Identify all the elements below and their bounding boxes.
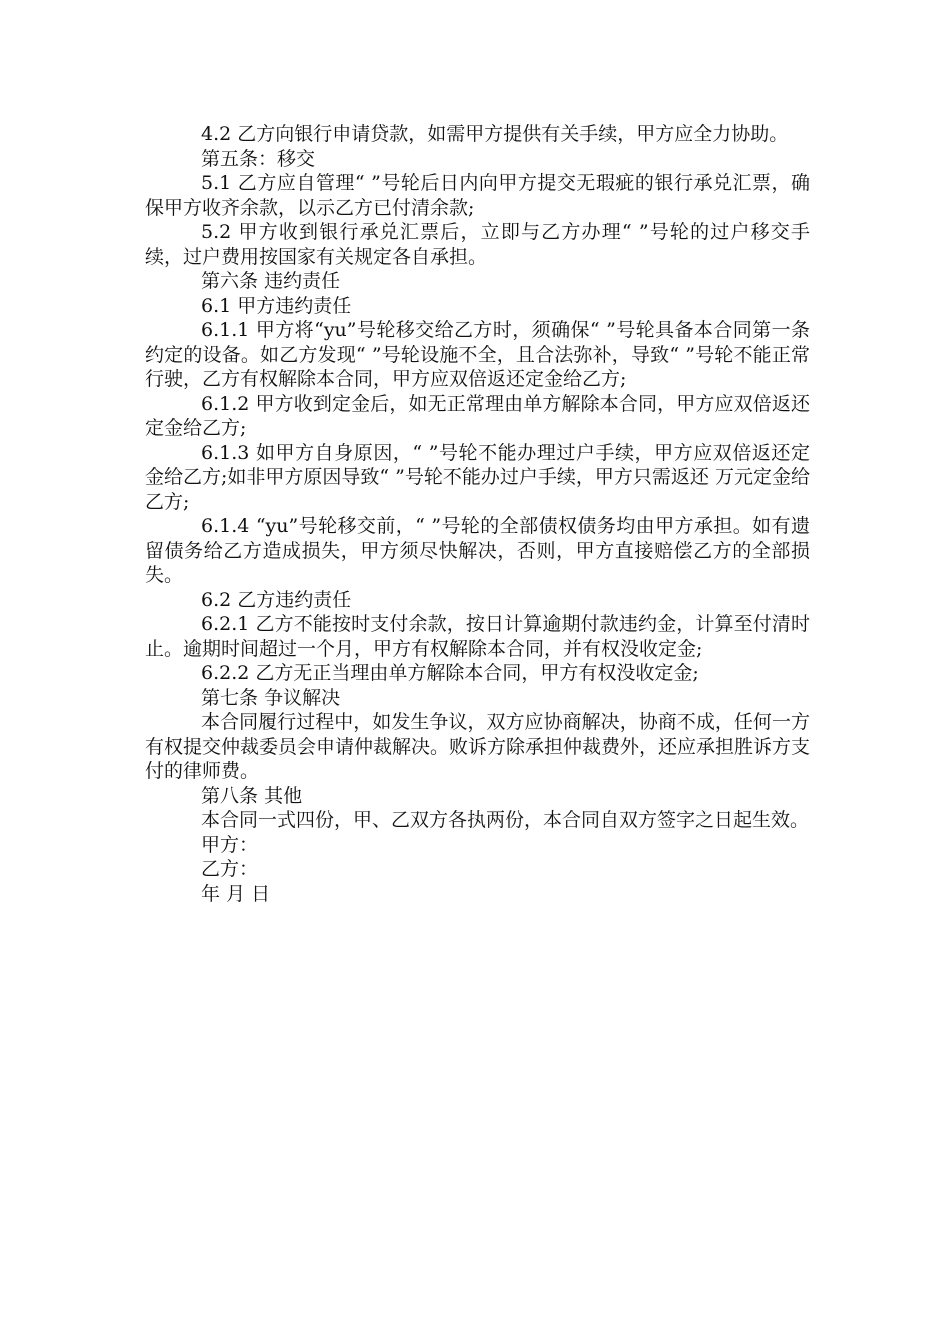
heading-article-5: 第五条：移交 [201,147,316,170]
clause-6-2-2: 6.2.2 乙方无正当理由单方解除本合同，甲方有权没收定金; [201,662,699,684]
clause-6-1-2: 6.1.2 甲方收到定金后，如无正常理由单方解除本合同，甲方应双倍返还定金给乙方; [145,392,810,439]
clause-6-1-1: 6.1.1 甲方将“yu”号轮移交给乙方时，须确保“ ”号轮具备本合同第一条约定的设备。如乙方发现“ ”号轮设施不全，且合法弥补，导致“ ”号轮不能正常行驶，乙方有权解除本合同，甲方应双倍返还定金给乙方; [145,319,810,390]
party-a-signature-line: 甲方： [201,833,259,856]
contract-body [145,122,810,906]
heading-article-8: 第八条 其他 [201,784,303,807]
clause-6-1: 6.1 甲方违约责任 [201,294,352,317]
clause-4-2: 4.2 乙方向银行申请贷款，如需甲方提供有关手续，甲方应全力协助。 [201,123,789,145]
heading-article-6: 第六条 违约责任 [201,270,341,292]
party-b-signature-line: 乙方： [201,858,259,880]
clause-6-2: 6.2 乙方违约责任 [201,588,352,611]
clause-5-1: 5.1 乙方应自管理“ ”号轮后日内向甲方提交无瑕疵的银行承兑汇票，确保甲方收齐余款，以示乙方已付清余款; [145,172,810,219]
heading-article-7: 第七条 争议解决 [201,686,341,709]
clause-6-1-3: 6.1.3 如甲方自身原因，“ ”号轮不能办理过户手续，甲方应双倍返还定金给乙方;如非甲方原因导致“ ”号轮不能办过户手续，甲方只需返还 万元定金给乙方; [145,441,810,513]
clause-6-2-1: 6.2.1 乙方不能按时支付余款，按日计算逾期付款违约金，计算至付清时止。逾期时间超过一个月，甲方有权解除本合同，并有权没收定金; [145,613,810,660]
dispute-resolution-text: 本合同履行过程中，如发生争议，双方应协商解决，协商不成，任何一方有权提交仲裁委员会申请仲裁解决。败诉方除承担仲裁费外，还应承担胜诉方支付的律师费。 [145,711,811,782]
clause-5-2: 5.2 甲方收到银行承兑汇票后，立即与乙方办理“ ”号轮的过户移交手续，过户费用按国家有关规定各自承担。 [145,221,810,268]
date-line: 年 月 日 [201,882,271,905]
other-terms-text: 本合同一式四份，甲、乙双方各执两份，本合同自双方签字之日起生效。 [201,809,810,831]
clause-6-1-4: 6.1.4 “yu”号轮移交前，“ ”号轮的全部债权债务均由甲方承担。如有遗留债务给乙方造成损失，甲方须尽快解决，否则，甲方直接赔偿乙方的全部损失。 [145,515,810,586]
